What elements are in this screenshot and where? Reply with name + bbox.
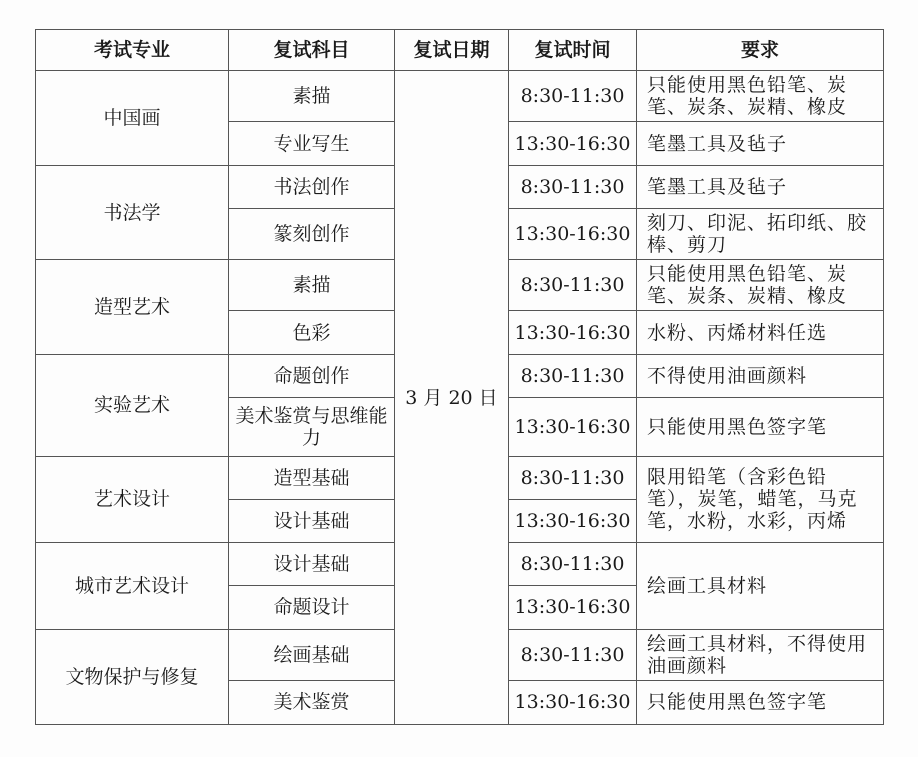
major-cell: 艺术设计: [36, 456, 229, 542]
requirement-cell: 绘画工具材料，不得使用油画颜料: [637, 629, 884, 680]
subject-cell: 绘画基础: [229, 629, 395, 680]
requirement-cell: 绘画工具材料: [637, 542, 884, 629]
requirement-cell: 刻刀、印泥、拓印纸、胶棒、剪刀: [637, 209, 884, 260]
major-cell: 城市艺术设计: [36, 542, 229, 629]
time-cell: 13:30-16:30: [509, 680, 637, 724]
subject-cell: 色彩: [229, 311, 395, 355]
time-cell: 13:30-16:30: [509, 209, 637, 260]
requirement-cell: 只能使用黑色签字笔: [637, 398, 884, 456]
subject-cell: 素描: [229, 260, 395, 311]
time-cell: 8:30-11:30: [509, 456, 637, 499]
subject-cell: 篆刻创作: [229, 209, 395, 260]
time-cell: 8:30-11:30: [509, 71, 637, 122]
subject-cell: 造型基础: [229, 456, 395, 499]
time-cell: 13:30-16:30: [509, 122, 637, 166]
time-cell: 13:30-16:30: [509, 398, 637, 456]
subject-cell: 书法创作: [229, 166, 395, 209]
requirement-cell: 限用铅笔（含彩色铅笔），炭笔，蜡笔，马克笔，水粉，水彩，丙烯: [637, 456, 884, 542]
time-cell: 13:30-16:30: [509, 311, 637, 355]
major-cell: 实验艺术: [36, 355, 229, 456]
header-requirement: 要求: [637, 30, 884, 71]
requirement-cell: 不得使用油画颜料: [637, 355, 884, 398]
requirement-cell: 只能使用黑色铅笔、炭笔、炭条、炭精、橡皮: [637, 71, 884, 122]
time-cell: 8:30-11:30: [509, 542, 637, 585]
requirement-cell: 水粉、丙烯材料任选: [637, 311, 884, 355]
requirement-cell: 笔墨工具及毡子: [637, 122, 884, 166]
major-cell: 文物保护与修复: [36, 629, 229, 724]
subject-cell: 专业写生: [229, 122, 395, 166]
time-cell: 8:30-11:30: [509, 260, 637, 311]
major-cell: 造型艺术: [36, 260, 229, 355]
requirement-cell: 只能使用黑色铅笔、炭笔、炭条、炭精、橡皮: [637, 260, 884, 311]
major-cell: 书法学: [36, 166, 229, 260]
subject-cell: 命题创作: [229, 355, 395, 398]
subject-cell: 素描: [229, 71, 395, 122]
time-cell: 8:30-11:30: [509, 166, 637, 209]
time-cell: 13:30-16:30: [509, 585, 637, 629]
subject-cell: 美术鉴赏与思维能力: [229, 398, 395, 456]
header-row: [36, 30, 884, 71]
header-major: 考试专业: [36, 30, 229, 71]
time-cell: 8:30-11:30: [509, 629, 637, 680]
table-row: [36, 71, 884, 122]
header-subject: 复试科目: [229, 30, 395, 71]
requirement-cell: 只能使用黑色签字笔: [637, 680, 884, 724]
header-time: 复试时间: [509, 30, 637, 71]
time-cell: 13:30-16:30: [509, 499, 637, 542]
date-cell: 3 月 20 日: [395, 71, 509, 725]
subject-cell: 命题设计: [229, 585, 395, 629]
time-cell: 8:30-11:30: [509, 355, 637, 398]
requirement-cell: 笔墨工具及毡子: [637, 166, 884, 209]
header-date: 复试日期: [395, 30, 509, 71]
subject-cell: 美术鉴赏: [229, 680, 395, 724]
exam-schedule-table: [35, 29, 884, 725]
major-cell: 中国画: [36, 71, 229, 166]
subject-cell: 设计基础: [229, 542, 395, 585]
subject-cell: 设计基础: [229, 499, 395, 542]
